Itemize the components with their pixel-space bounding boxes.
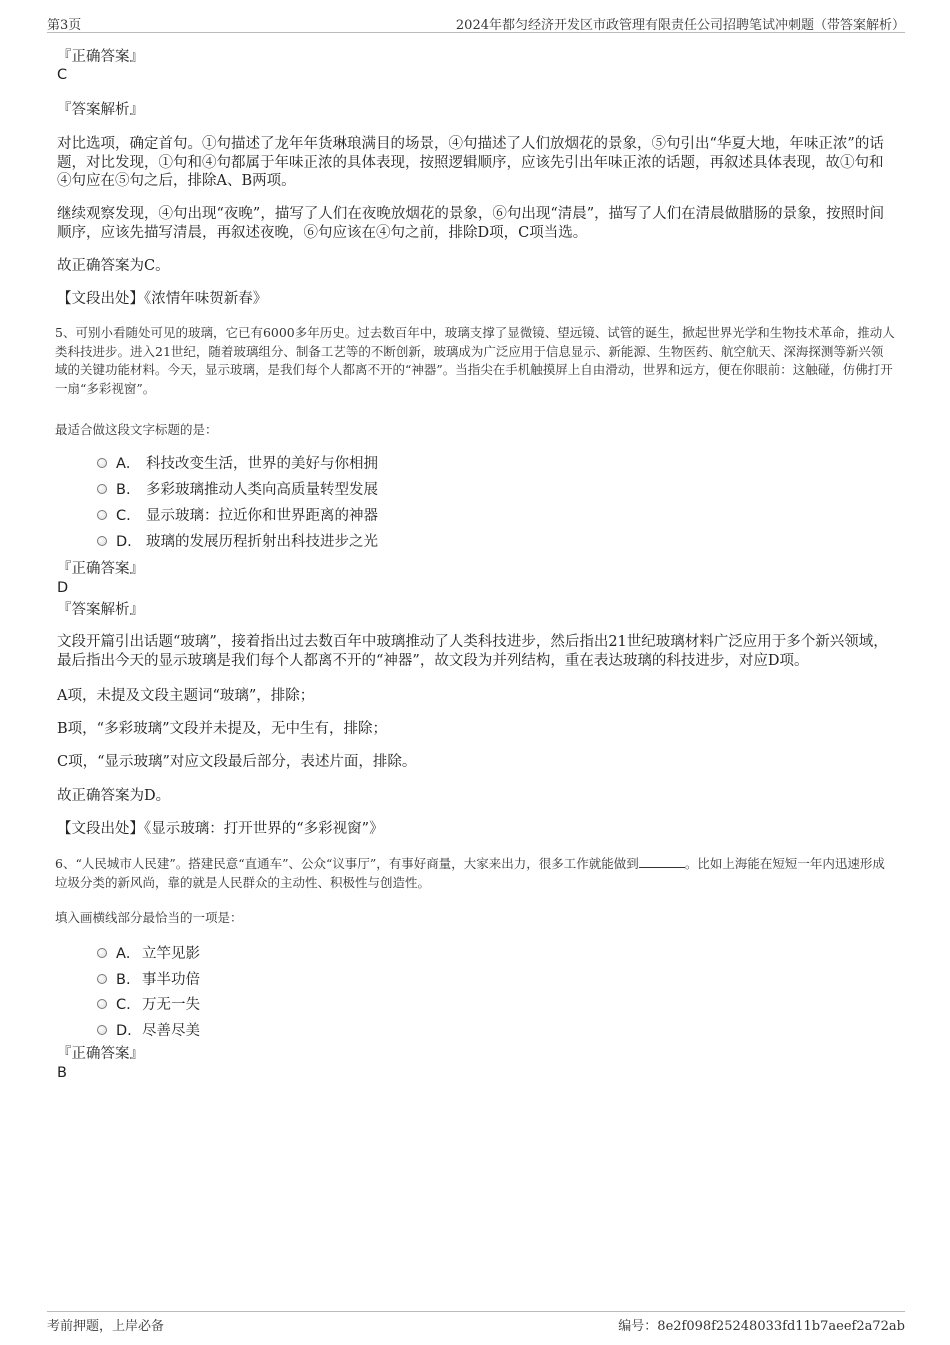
radio-button-icon[interactable] (97, 536, 107, 546)
option-text: 立竿见影 (142, 946, 200, 962)
radio-button-icon[interactable] (97, 999, 107, 1009)
q5-analysis-option-b: B项，“多彩玻璃”文段并未提及，无中生有，排除； (57, 721, 387, 737)
option-letter: B. (116, 972, 131, 988)
q6-correct-answer-label: 『正确答案』 (57, 1046, 144, 1062)
radio-button-icon[interactable] (97, 458, 107, 468)
page-header (47, 12, 905, 33)
q5-correct-answer-value: D (57, 580, 69, 596)
option-letter: D. (116, 534, 132, 550)
q5-option-a[interactable] (97, 455, 378, 473)
option-text: 科技改变生活，世界的美好与你相拥 (146, 456, 378, 472)
footer-slogan: 考前押题，上岸必备 (47, 1319, 165, 1334)
q5-option-c[interactable] (97, 507, 378, 525)
q6-option-d[interactable] (97, 1022, 200, 1040)
q6-option-a[interactable] (97, 945, 200, 963)
q6-prompt: 填入画横线部分最恰当的一项是： (55, 910, 243, 925)
q4-conclusion: 故正确答案为C。 (57, 258, 170, 274)
option-text: 玻璃的发展历程折射出科技进步之光 (146, 534, 378, 550)
page-number: 第3页 (47, 18, 82, 33)
q5-prompt: 最适合做这段文字标题的是： (55, 422, 218, 437)
document-code: 编号：8e2f098f25248033fd11b7aeef2a72ab (618, 1319, 905, 1334)
option-letter: C. (116, 508, 131, 524)
fill-in-blank-line (639, 855, 685, 868)
q5-analysis-label: 『答案解析』 (57, 602, 144, 618)
q6-correct-answer-value: B (57, 1065, 67, 1081)
q4-correct-answer-value: C (57, 67, 68, 83)
q5-analysis-option-a: A项，未提及文段主题词“玻璃”，排除； (57, 688, 315, 704)
option-text: 万无一失 (142, 997, 200, 1013)
option-letter: D. (116, 1023, 132, 1039)
q6-stem-after-blank: 。比如上海能在短短一年内迅速形成垃圾分类的新风尚，靠的就是人民群众的主动性、积极性与创造性。 (55, 856, 885, 890)
q4-analysis-paragraph-2: 继续观察发现，④句出现“夜晚”，描写了人们在夜晚放烟花的景象，⑥句出现“清晨”，描写了人们在清晨做腊肠的景象，按照时间顺序，应该先描写清晨，再叙述夜晚，⑥句应该在④句之前，排除D项，C项当选。 (57, 206, 885, 241)
document-title: 2024年都匀经济开发区市政管理有限责任公司招聘笔试冲刺题（带答案解析） (455, 18, 905, 33)
radio-button-icon[interactable] (97, 484, 107, 494)
option-letter: C. (116, 997, 131, 1013)
q5-correct-answer-label: 『正确答案』 (57, 561, 144, 577)
q6-option-c[interactable] (97, 996, 200, 1014)
q6-stem (55, 855, 895, 892)
q5-option-d[interactable] (97, 533, 378, 551)
option-text: 多彩玻璃推动人类向高质量转型发展 (146, 482, 378, 498)
q6-option-b[interactable] (97, 971, 200, 989)
q5-source: 【文段出处】《显示玻璃：打开世界的“多彩视窗”》 (57, 821, 384, 837)
q5-stem: 5、可别小看随处可见的玻璃，它已有6000多年历史。过去数百年中，玻璃支撑了显微镜、望远镜、试管的诞生，掀起世界光学和生物技术革命，推动人类科技进步。进入21世纪，随着玻璃组分、制备工艺等的不断创新，玻璃成为广泛应用于信息显示、新能源、生物医药、航空航天、深海探测等新兴领域的关键功能材料。今天，显示玻璃，是我们每个人都离不开的“神器”。当指尖在手机触摸屏上自由滑动，世界和远方，便在你眼前：这触碰，仿佛打开一扇“多彩视窗”。 (55, 325, 895, 396)
q5-option-b[interactable] (97, 481, 378, 499)
page-footer (47, 1311, 905, 1332)
option-letter: A． (116, 946, 141, 962)
option-letter: A． (116, 456, 141, 472)
q4-analysis-label: 『答案解析』 (57, 102, 144, 118)
radio-button-icon[interactable] (97, 1025, 107, 1035)
option-text: 显示玻璃：拉近你和世界距离的神器 (146, 508, 378, 524)
radio-button-icon[interactable] (97, 510, 107, 520)
q4-analysis-paragraph-1: 对比选项，确定首句。①句描述了龙年年货琳琅满目的场景，④句描述了人们放烟花的景象，⑤句引出“华夏大地，年味正浓”的话题，对比发现，①句和④句都属于年味正浓的具体表现，按照逻辑顺序，应该先引出年味正浓的话题，再叙述具体表现，故①句和④句应在⑤句之后，排除A、B两项。 (57, 136, 884, 189)
q6-stem-before-blank: 6、“人民城市人民建”。搭建民意“直通车”、公众“议事厅”，有事好商量，大家来出力，很多工作就能做到 (55, 856, 639, 871)
option-letter: B. (116, 482, 131, 498)
q5-analysis-paragraph-1: 文段开篇引出话题“玻璃”，接着指出过去数百年中玻璃推动了人类科技进步，然后指出21世纪玻璃材料广泛应用于多个新兴领域，最后指出今天的显示玻璃是我们每个人都离不开的“神器”，故文段为并列结构，重在表达玻璃的科技进步，对应D项。 (57, 634, 888, 669)
q4-source: 【文段出处】《浓情年味贺新春》 (57, 291, 268, 307)
option-text: 事半功倍 (142, 972, 200, 988)
radio-button-icon[interactable] (97, 948, 107, 958)
q4-correct-answer-label: 『正确答案』 (57, 49, 144, 65)
option-text: 尽善尽美 (142, 1023, 200, 1039)
radio-button-icon[interactable] (97, 974, 107, 984)
q5-analysis-option-c: C项，“显示玻璃”对应文段最后部分，表述片面，排除。 (57, 754, 417, 770)
q5-conclusion: 故正确答案为D。 (57, 788, 171, 804)
